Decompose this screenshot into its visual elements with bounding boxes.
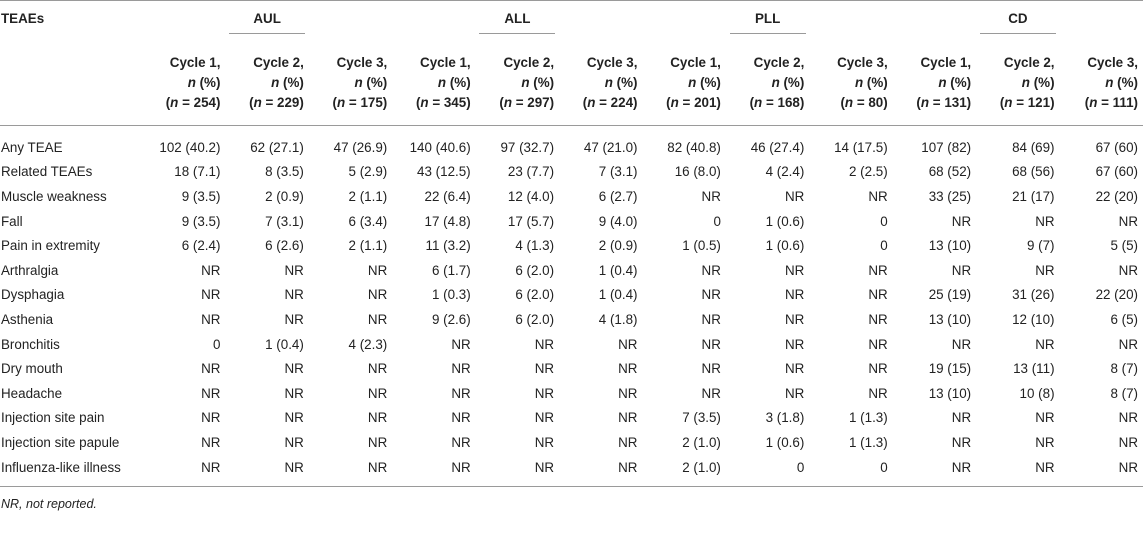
table-cell: 12 (10): [1012, 311, 1055, 327]
table-cell: 16 (8.0): [674, 164, 721, 180]
table-cell: NR: [618, 434, 638, 450]
table-cell: 6 (5): [1110, 311, 1138, 327]
table-cell: 4 (2.4): [765, 164, 805, 180]
table-cell: NR: [1035, 410, 1055, 426]
cycle-header-part: (%): [195, 75, 221, 90]
table-cell: 140 (40.6): [409, 139, 471, 155]
table-cell: 97 (32.7): [500, 139, 555, 155]
table-cell: NR: [534, 385, 555, 401]
cycle-header-part: = 254): [178, 95, 221, 110]
table-cell: 19 (15): [928, 361, 972, 377]
table-cell: NR: [976, 455, 1059, 487]
table-cell: 0: [880, 213, 888, 229]
cycle-header-part: n: [587, 95, 596, 110]
table-cell: NR: [225, 455, 308, 487]
cycle-header-part: (%): [696, 75, 721, 90]
cycle-header-part: (: [916, 95, 921, 110]
table-row: [0, 283, 1143, 308]
table-cell: 21 (17): [1012, 188, 1055, 204]
table-cell: NR: [701, 336, 721, 352]
cycle-header-part: (%): [279, 75, 304, 90]
table-cell: 4 (2.3): [348, 336, 388, 352]
row-header-spacer: [0, 50, 142, 126]
table-cell: 9 (4.0): [598, 213, 638, 229]
table-cell: NR: [1035, 213, 1055, 229]
table-cell: NR: [367, 287, 388, 303]
table-cell: NR: [701, 188, 721, 204]
table-cell: NR: [451, 361, 471, 377]
table-cell: NR: [784, 262, 805, 278]
cycle-header-part: = 111): [1097, 95, 1138, 110]
cycle-header-part: Cycle 1,: [670, 55, 721, 70]
cycle-header-part: = 229): [261, 95, 304, 110]
cycle-header-part: n: [170, 95, 179, 110]
row-label: Dry mouth: [1, 361, 63, 377]
table-cell: NR: [1035, 336, 1055, 352]
table-cell: 6 (3.4): [348, 213, 388, 229]
table-cell: NR: [701, 311, 721, 327]
table-cell: NR: [309, 455, 392, 487]
cycle-header-part: (: [582, 95, 588, 110]
cycle-header: [809, 50, 892, 126]
table-cell: 33 (25): [928, 188, 972, 204]
cycle-header-part: Cycle 2,: [503, 55, 555, 70]
row-label: Asthenia: [1, 311, 54, 327]
table-cell: 17 (4.8): [424, 213, 471, 229]
table-cell: 6 (2.0): [515, 262, 555, 278]
table-cell: NR: [1118, 213, 1138, 229]
cycle-header-part: (: [666, 95, 671, 110]
table-cell: 46 (27.4): [750, 139, 805, 155]
table-cell: 2 (0.9): [265, 188, 304, 204]
group-header-pll: [642, 1, 892, 51]
cycle-header-part: n: [1004, 95, 1013, 110]
table-cell: NR: [618, 385, 638, 401]
table-cell: 1 (1.3): [849, 434, 888, 450]
cycle-header-part: n: [437, 75, 447, 90]
cycle-header-part: (: [165, 95, 171, 110]
table-cell: 7 (3.1): [598, 164, 638, 180]
table-cell: NR: [559, 455, 642, 487]
table-row: [0, 258, 1143, 283]
table-cell: NR: [784, 336, 805, 352]
table-cell: 8 (7): [1110, 385, 1138, 401]
table-cell: NR: [142, 455, 225, 487]
table-cell: NR: [367, 410, 388, 426]
table-cell: 0: [713, 213, 721, 229]
cycle-header-part: (%): [779, 75, 805, 90]
cycle-header-part: n: [271, 75, 280, 90]
cycle-header-part: Cycle 3,: [336, 55, 388, 70]
row-label: Bronchitis: [1, 336, 60, 352]
table-cell: 1 (0.4): [598, 262, 638, 278]
cycle-header-part: = 345): [428, 95, 471, 110]
table-cell: 31 (26): [1012, 287, 1055, 303]
cycle-header: [225, 50, 308, 126]
cycle-header-part: n: [337, 95, 346, 110]
row-label: Pain in extremity: [1, 238, 100, 254]
table-row: [0, 126, 1143, 160]
table-cell: 6 (2.4): [181, 238, 221, 254]
cycle-header-part: Cycle 2,: [1003, 55, 1055, 70]
cycle-header-part: n: [771, 75, 780, 90]
table-cell: NR: [534, 434, 555, 450]
table-body: [0, 126, 1143, 487]
table-cell: NR: [451, 385, 471, 401]
cycle-header-part: n: [187, 75, 196, 90]
table-cell: 8 (7): [1110, 361, 1138, 377]
cycle-header-part: Cycle 1,: [169, 55, 221, 70]
table-cell: 11 (3.2): [425, 238, 471, 254]
cycle-header-part: (: [999, 95, 1005, 110]
group-label: CD: [1008, 11, 1028, 26]
table-cell: NR: [618, 361, 638, 377]
table-cell: 2 (1.1): [348, 238, 388, 254]
table-cell: 13 (10): [928, 385, 972, 401]
table-cell: 18 (7.1): [174, 164, 221, 180]
cycle-header-part: Cycle 2,: [753, 55, 805, 70]
table-cell: NR: [284, 410, 304, 426]
table-cell: NR: [951, 410, 972, 426]
row-label: Dysphagia: [1, 287, 65, 303]
row-label: Fall: [1, 213, 23, 229]
table-row: [0, 455, 1143, 487]
cycle-header-part: Cycle 3,: [586, 55, 638, 70]
table-cell: NR: [367, 262, 388, 278]
row-label: Injection site pain: [1, 410, 105, 426]
cycle-header-part: n: [521, 75, 530, 90]
table-cell: 2 (1.0): [642, 455, 725, 487]
cycle-header-part: Cycle 3,: [1087, 55, 1138, 70]
table-cell: 2 (0.9): [598, 238, 638, 254]
table-cell: NR: [392, 455, 475, 487]
cycle-header-part: = 175): [345, 95, 388, 110]
table-cell: 43 (12.5): [417, 164, 471, 180]
table-cell: NR: [201, 410, 221, 426]
cycle-header-part: (%): [446, 75, 471, 90]
table-row: [0, 430, 1143, 455]
table-cell: NR: [618, 336, 638, 352]
table-cell: NR: [451, 410, 471, 426]
table-cell: 1 (0.6): [765, 213, 805, 229]
table-cell: NR: [868, 385, 888, 401]
table-cell: 9 (3.5): [181, 188, 221, 204]
table-cell: 0: [880, 238, 888, 254]
table-cell: NR: [1118, 410, 1138, 426]
table-cell: NR: [701, 361, 721, 377]
table-cell: 7 (3.5): [682, 410, 721, 426]
table-cell: 1 (0.4): [265, 336, 304, 352]
table-row: [0, 332, 1143, 357]
cycle-header-part: n: [503, 95, 512, 110]
group-underline: [479, 33, 555, 34]
table-cell: 67 (60): [1095, 139, 1138, 155]
table-cell: 0: [212, 336, 221, 352]
table-cell: NR: [1060, 455, 1143, 487]
table-cell: NR: [534, 361, 555, 377]
table-cell: NR: [367, 361, 388, 377]
table-cell: 9 (7): [1026, 238, 1055, 254]
cycle-header: [893, 50, 976, 126]
table-cell: NR: [784, 311, 805, 327]
table-cell: NR: [451, 336, 471, 352]
table-cell: NR: [701, 385, 721, 401]
group-header-row: [0, 1, 1143, 51]
row-label: Any TEAE: [1, 139, 63, 155]
cycle-header: [559, 50, 642, 126]
table-cell: NR: [868, 262, 888, 278]
table-cell: 25 (19): [928, 287, 972, 303]
table-cell: 9 (3.5): [181, 213, 221, 229]
cycle-header: [309, 50, 392, 126]
row-label: Influenza-like illness: [0, 455, 142, 487]
group-underline: [229, 33, 305, 34]
cycle-header-part: (%): [1029, 75, 1055, 90]
cycle-header-part: = 224): [595, 95, 638, 110]
cycle-header-part: Cycle 1,: [920, 55, 972, 70]
table-cell: NR: [701, 262, 721, 278]
table-cell: NR: [951, 434, 972, 450]
table-cell: 22 (20): [1095, 287, 1138, 303]
cycle-header-part: n: [844, 95, 854, 110]
table-cell: NR: [784, 287, 805, 303]
table-cell: 3 (1.8): [765, 410, 805, 426]
table-row: [0, 307, 1143, 332]
table-cell: 9 (2.6): [431, 311, 471, 327]
table-cell: 6 (2.6): [265, 238, 304, 254]
cycle-header-part: n: [1089, 95, 1098, 110]
table-cell: 0: [726, 455, 809, 487]
cycle-header-part: (%): [863, 75, 888, 90]
table-cell: NR: [1118, 336, 1138, 352]
cycle-header-part: n: [253, 95, 262, 110]
table-cell: 4 (1.8): [598, 311, 638, 327]
table-cell: NR: [534, 410, 555, 426]
table-cell: 1 (1.3): [849, 410, 888, 426]
table-cell: NR: [1035, 434, 1055, 450]
table-cell: NR: [201, 361, 221, 377]
group-header-all: [392, 1, 642, 51]
table-cell: 13 (10): [928, 238, 972, 254]
cycle-header-part: = 201): [678, 95, 721, 110]
table-cell: 68 (52): [928, 164, 972, 180]
table-cell: NR: [951, 262, 972, 278]
table-cell: 6 (2.0): [515, 287, 555, 303]
table-cell: 22 (6.4): [424, 188, 471, 204]
cycle-header-part: n: [920, 95, 930, 110]
table-cell: NR: [951, 213, 972, 229]
table-row: [0, 356, 1143, 381]
table-cell: 5 (5): [1110, 238, 1138, 254]
cycle-header: [726, 50, 809, 126]
table-cell: NR: [1118, 434, 1138, 450]
table-cell: 47 (21.0): [583, 139, 638, 155]
cycle-header-part: n: [604, 75, 613, 90]
cycle-header-part: (%): [946, 75, 972, 90]
cycle-header-part: n: [354, 75, 363, 90]
cycle-header-part: Cycle 3,: [837, 55, 888, 70]
table-cell: 1 (0.5): [682, 238, 721, 254]
cycle-header-part: (: [840, 95, 845, 110]
table-cell: NR: [1118, 262, 1138, 278]
table-row: [0, 381, 1143, 406]
cycle-header-part: = 121): [1012, 95, 1055, 110]
cycle-header-part: = 131): [929, 95, 972, 110]
table-cell: 1 (0.6): [765, 238, 805, 254]
table-cell: NR: [618, 410, 638, 426]
table-cell: NR: [451, 434, 471, 450]
cycle-header-part: = 80): [853, 95, 888, 110]
table-cell: 62 (27.1): [250, 139, 304, 155]
table-cell: 10 (8): [1019, 385, 1055, 401]
table-cell: 22 (20): [1095, 188, 1138, 204]
cycle-header-part: (%): [1113, 75, 1138, 90]
cycle-header-part: n: [854, 75, 864, 90]
footnote: NR, not reported.: [1, 497, 97, 512]
table-cell: NR: [284, 385, 304, 401]
table-cell: NR: [534, 336, 555, 352]
table-cell: 6 (2.7): [598, 188, 638, 204]
table-cell: 2 (2.5): [849, 164, 888, 180]
table-cell: NR: [1035, 262, 1055, 278]
cycle-header-part: (%): [612, 75, 638, 90]
cycle-header-row: [0, 50, 1143, 126]
table-cell: NR: [868, 287, 888, 303]
table-cell: NR: [476, 455, 559, 487]
row-label: Muscle weakness: [1, 188, 107, 204]
table-cell: NR: [284, 311, 304, 327]
table-cell: NR: [284, 287, 304, 303]
table-cell: NR: [784, 188, 805, 204]
table-cell: 8 (3.5): [265, 164, 304, 180]
table-row: [0, 209, 1143, 234]
table-cell: 1 (0.4): [598, 287, 638, 303]
table-cell: 12 (4.0): [507, 188, 555, 204]
cycle-header: [476, 50, 559, 126]
cycle-header-part: (: [415, 95, 421, 110]
cycle-header-part: (: [749, 95, 755, 110]
table-cell: 1 (0.6): [765, 434, 805, 450]
table-cell: NR: [201, 287, 221, 303]
table-cell: NR: [893, 455, 976, 487]
table-cell: 14 (17.5): [834, 139, 888, 155]
row-label: Related TEAEs: [1, 164, 93, 180]
group-underline: [730, 33, 806, 34]
table-cell: 84 (69): [1012, 139, 1055, 155]
row-label: Arthralgia: [1, 262, 59, 278]
table-cell: 6 (2.0): [515, 311, 555, 327]
table-cell: 13 (11): [1013, 361, 1055, 377]
table-cell: 102 (40.2): [159, 139, 221, 155]
table-cell: NR: [284, 361, 304, 377]
group-label: PLL: [754, 11, 781, 26]
table-cell: NR: [367, 311, 388, 327]
table-cell: 107 (82): [921, 139, 972, 155]
table-cell: NR: [784, 385, 805, 401]
table-cell: NR: [284, 434, 304, 450]
table-cell: NR: [201, 262, 221, 278]
table-cell: 6 (1.7): [431, 262, 471, 278]
cycle-header: [976, 50, 1059, 126]
table-cell: 23 (7.7): [507, 164, 555, 180]
cycle-header-part: (: [499, 95, 504, 110]
cycle-header-part: n: [688, 75, 697, 90]
table-cell: 5 (2.9): [348, 164, 388, 180]
cycle-header: [392, 50, 475, 126]
cycle-header-part: (%): [529, 75, 555, 90]
table-cell: 47 (26.9): [333, 139, 388, 155]
table-cell: NR: [868, 188, 888, 204]
row-label: Injection site papule: [1, 434, 120, 450]
table-cell: NR: [201, 311, 221, 327]
cycle-header-part: n: [938, 75, 947, 90]
table-cell: 13 (10): [928, 311, 972, 327]
cycle-header-part: (: [1084, 95, 1090, 110]
table-row: [0, 233, 1143, 258]
cycle-header-part: (: [332, 95, 337, 110]
table-cell: NR: [284, 262, 304, 278]
group-header-cd: [893, 1, 1143, 51]
table-cell: 67 (60): [1095, 164, 1138, 180]
table-cell: 82 (40.8): [667, 139, 721, 155]
group-underline: [980, 33, 1056, 34]
table-cell: 17 (5.7): [507, 213, 555, 229]
cycle-header-part: n: [420, 95, 429, 110]
table-cell: NR: [951, 336, 972, 352]
table-row: [0, 184, 1143, 209]
cycle-header-part: = 297): [512, 95, 555, 110]
cycle-header-part: (: [249, 95, 254, 110]
table-cell: NR: [784, 361, 805, 377]
table-cell: NR: [868, 311, 888, 327]
table-cell: NR: [201, 385, 221, 401]
cycle-header-part: n: [754, 95, 763, 110]
cycle-header-part: n: [1021, 75, 1030, 90]
group-label: AUL: [253, 11, 281, 26]
table-cell: NR: [367, 434, 388, 450]
table-cell: NR: [868, 361, 888, 377]
table-cell: 68 (56): [1012, 164, 1055, 180]
table-cell: NR: [701, 287, 721, 303]
table-cell: 2 (1.1): [348, 188, 388, 204]
row-label: Headache: [1, 385, 63, 401]
table-cell: NR: [868, 336, 888, 352]
cycle-header-part: n: [670, 95, 679, 110]
group-header-aul: [142, 1, 392, 51]
table-cell: 0: [809, 455, 892, 487]
table-cell: 1 (0.3): [431, 287, 471, 303]
cycle-header: [642, 50, 725, 126]
table-cell: 7 (3.1): [265, 213, 304, 229]
table-header: [0, 1, 1143, 126]
cycle-header: [142, 50, 225, 126]
table-cell: NR: [201, 434, 221, 450]
table-cell: NR: [367, 385, 388, 401]
row-header-teaes: TEAEs: [0, 1, 142, 51]
cycle-header-part: n: [1105, 75, 1114, 90]
cycle-header-part: = 168): [762, 95, 805, 110]
cycle-header: [1060, 50, 1143, 126]
cycle-header-part: Cycle 1,: [420, 55, 471, 70]
table-cell: 4 (1.3): [515, 238, 555, 254]
table-cell: 2 (1.0): [682, 434, 721, 450]
table-row: [0, 160, 1143, 185]
cycle-header-part: (%): [362, 75, 388, 90]
table-row: [0, 406, 1143, 431]
cycle-header-part: Cycle 2,: [253, 55, 304, 70]
group-label: ALL: [504, 11, 531, 26]
